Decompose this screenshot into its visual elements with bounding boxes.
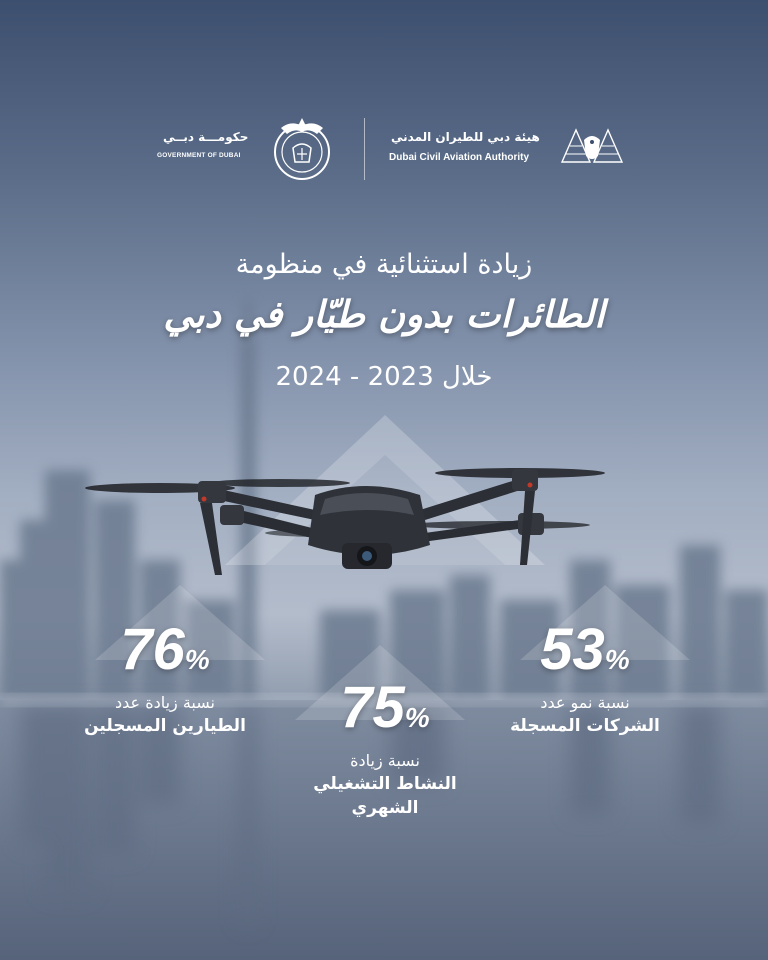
stat-number: 76 [120,617,185,682]
stat-registered-companies [490,618,680,738]
percent-sign: % [404,702,430,733]
dcaa-falcon-emblem-icon [560,122,624,172]
stat-label-line-1: نسبة زيادة [350,751,420,770]
stat-label-line-2: الشركات المسجلة [510,716,660,736]
stat-label-line-1: نسبة زيادة عدد [115,693,215,712]
government-of-dubai-emblem-icon [267,114,337,184]
headline-line-1: زيادة استثنائية في منظومة [235,249,533,280]
headline-line-2: الطائرات بدون طيّار في دبي [163,293,605,336]
stat-value [285,676,485,750]
percent-sign: % [184,644,210,675]
stat-label-line-1: نسبة نمو عدد [540,693,630,712]
dcaa-logo-arabic-text: هيئة دبي للطيران المدني [391,130,540,144]
government-logo-arabic-text: حكومـــة دبــي [163,130,249,144]
header-logos [0,112,768,192]
headline [0,245,768,401]
stat-number: 53 [540,617,605,682]
stat-registered-pilots [70,618,260,738]
stat-value [490,618,680,692]
stat-label-line-2: الطيارين المسجلين [84,716,246,736]
percent-sign: % [604,644,630,675]
stat-value [70,618,260,692]
drone-illustration [80,455,640,595]
government-of-dubai-logo [155,112,340,187]
logo-divider [364,118,365,180]
headline-period: خلال 2023 - 2024 [275,362,493,392]
stat-label-line-2: النشاط التشغيلي الشهري [313,774,457,818]
stat-monthly-operations [285,676,485,820]
dcaa-logo-english-text: Dubai Civil Aviation Authority [389,152,530,163]
stat-number: 75 [340,675,405,740]
government-logo-english-text: GOVERNMENT OF DUBAI [157,152,241,159]
dcaa-logo [385,112,625,187]
